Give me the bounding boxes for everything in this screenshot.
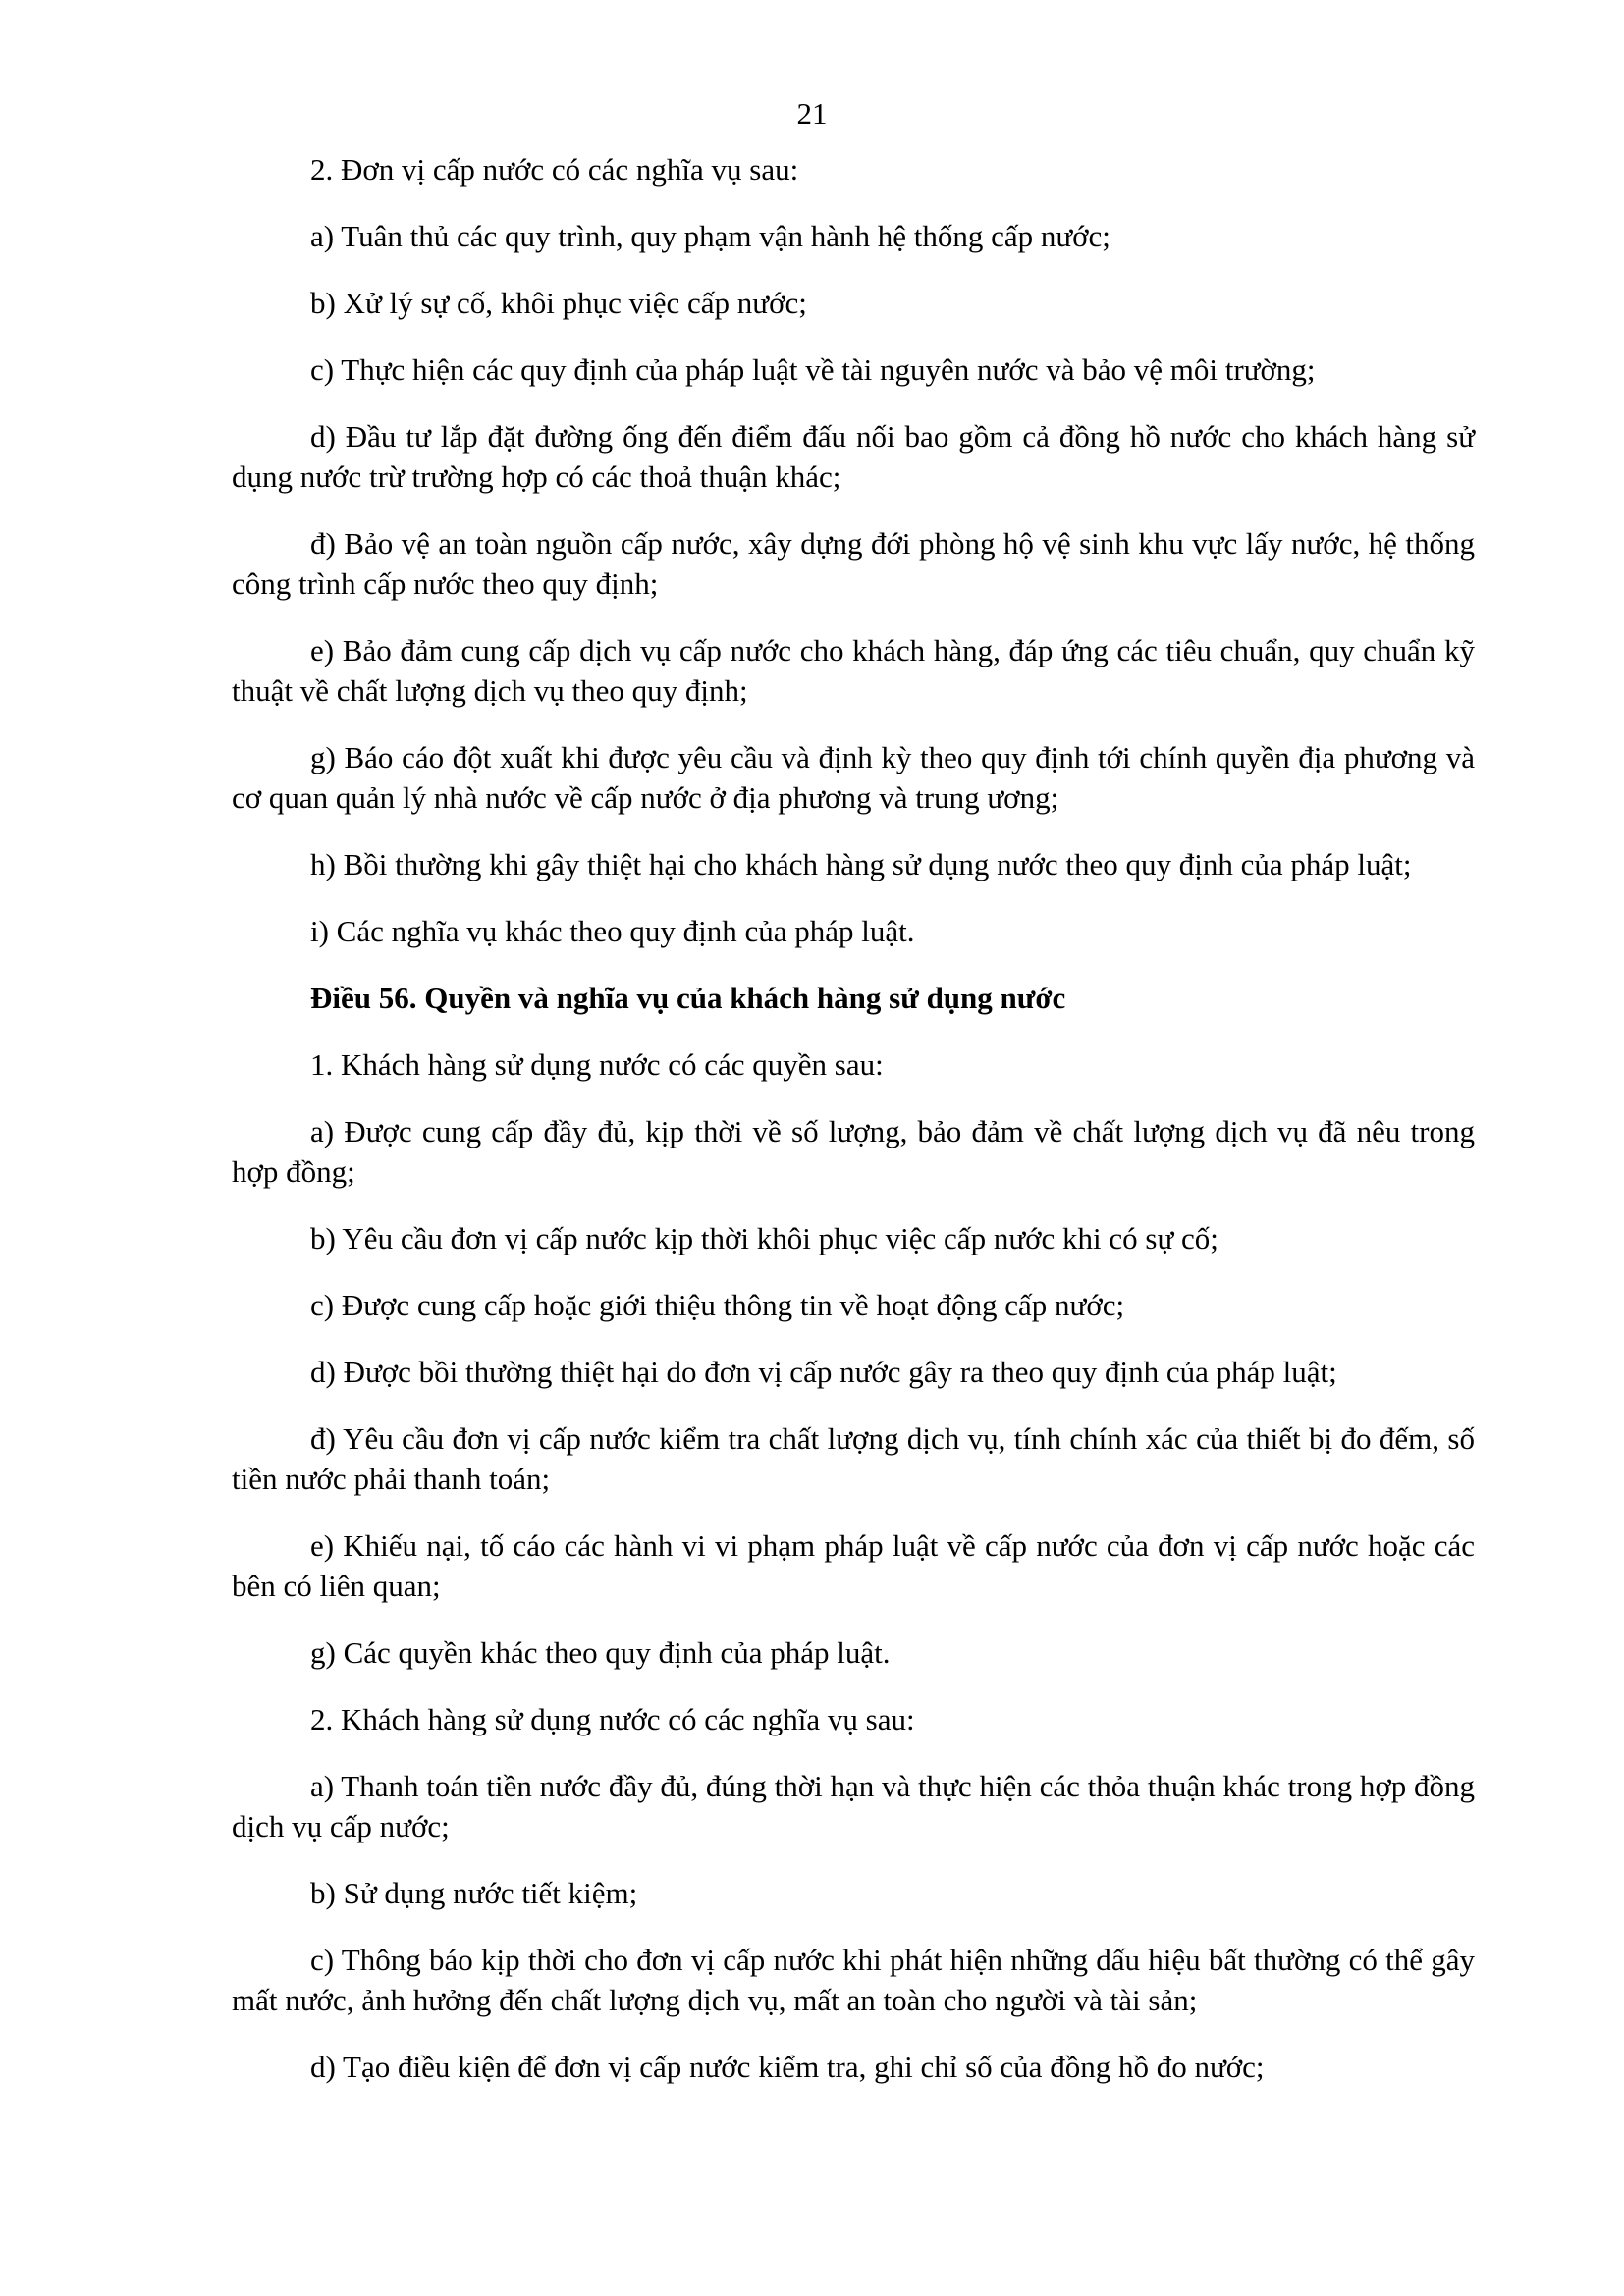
article-56-clause-1b: b) Yêu cầu đơn vị cấp nước kịp thời khôi phục việc cấp nước khi có sự cố;: [310, 1221, 1218, 1255]
clause-2b: b) Xử lý sự cố, khôi phục việc cấp nước;: [310, 286, 807, 320]
article-56-clause-2b: b) Sử dụng nước tiết kiệm;: [310, 1876, 638, 1910]
article-56-clause-2c: c) Thông báo kịp thời cho đơn vị cấp nước khi phát hiện những dấu hiệu bất thường có thể gây mất nước, ảnh hưởng đến chất lượng dịch vụ, mất an toàn cho người và tài sản;: [232, 1943, 1475, 2017]
article-56-clause-2a: a) Thanh toán tiền nước đầy đủ, đúng thời hạn và thực hiện các thỏa thuận khác trong hợp đồng dịch vụ cấp nước;: [232, 1769, 1475, 1843]
clause-2d: d) Đầu tư lắp đặt đường ống đến điểm đấu nối bao gồm cả đồng hồ nước cho khách hàng sử dụng nước trừ trường hợp có các thoả thuận khác;: [232, 419, 1475, 494]
page-number: 21: [796, 96, 828, 131]
article-56-clause-1-intro: 1. Khách hàng sử dụng nước có các quyền sau:: [310, 1047, 884, 1082]
clause-2g: g) Báo cáo đột xuất khi được yêu cầu và định kỳ theo quy định tới chính quyền địa phương và cơ quan quản lý nhà nước về cấp nước ở địa phương và trung ương;: [232, 740, 1475, 815]
clause-2dd: đ) Bảo vệ an toàn nguồn cấp nước, xây dựng đới phòng hộ vệ sinh khu vực lấy nước, hệ thống công trình cấp nước theo quy định;: [232, 526, 1475, 601]
article-56-clause-1d: d) Được bồi thường thiệt hại do đơn vị cấp nước gây ra theo quy định của pháp luật;: [310, 1355, 1337, 1389]
clause-2a: a) Tuân thủ các quy trình, quy phạm vận hành hệ thống cấp nước;: [310, 219, 1110, 253]
clause-2h: h) Bồi thường khi gây thiệt hại cho khách hàng sử dụng nước theo quy định của pháp luật;: [310, 847, 1412, 881]
clause-2c: c) Thực hiện các quy định của pháp luật về tài nguyên nước và bảo vệ môi trường;: [310, 352, 1316, 387]
article-56-clause-1e: e) Khiếu nại, tố cáo các hành vi vi phạm pháp luật về cấp nước của đơn vị cấp nước hoặc các bên có liên quan;: [232, 1528, 1475, 1603]
article-56-clause-2d: d) Tạo điều kiện để đơn vị cấp nước kiểm tra, ghi chỉ số của đồng hồ đo nước;: [310, 2050, 1265, 2084]
article-56-clause-1dd: đ) Yêu cầu đơn vị cấp nước kiểm tra chất lượng dịch vụ, tính chính xác của thiết bị đo đếm, số tiền nước phải thanh toán;: [232, 1421, 1475, 1496]
clause-2e: e) Bảo đảm cung cấp dịch vụ cấp nước cho khách hàng, đáp ứng các tiêu chuẩn, quy chuẩn kỹ thuật về chất lượng dịch vụ theo quy định;: [232, 633, 1475, 708]
article-56-heading: Điều 56. Quyền và nghĩa vụ của khách hàng sử dụng nước: [310, 981, 1066, 1015]
article-56-clause-1g: g) Các quyền khác theo quy định của pháp luật.: [310, 1635, 891, 1670]
article-56-clause-1a: a) Được cung cấp đầy đủ, kịp thời về số lượng, bảo đảm về chất lượng dịch vụ đã nêu trong hợp đồng;: [232, 1114, 1475, 1189]
clause-2-intro: 2. Đơn vị cấp nước có các nghĩa vụ sau:: [310, 152, 799, 187]
clause-2i: i) Các nghĩa vụ khác theo quy định của pháp luật.: [310, 914, 915, 948]
article-56-clause-2-intro: 2. Khách hàng sử dụng nước có các nghĩa vụ sau:: [310, 1702, 915, 1736]
article-56-clause-1c: c) Được cung cấp hoặc giới thiệu thông tin về hoạt động cấp nước;: [310, 1288, 1125, 1322]
document-body: [232, 149, 1475, 2113]
